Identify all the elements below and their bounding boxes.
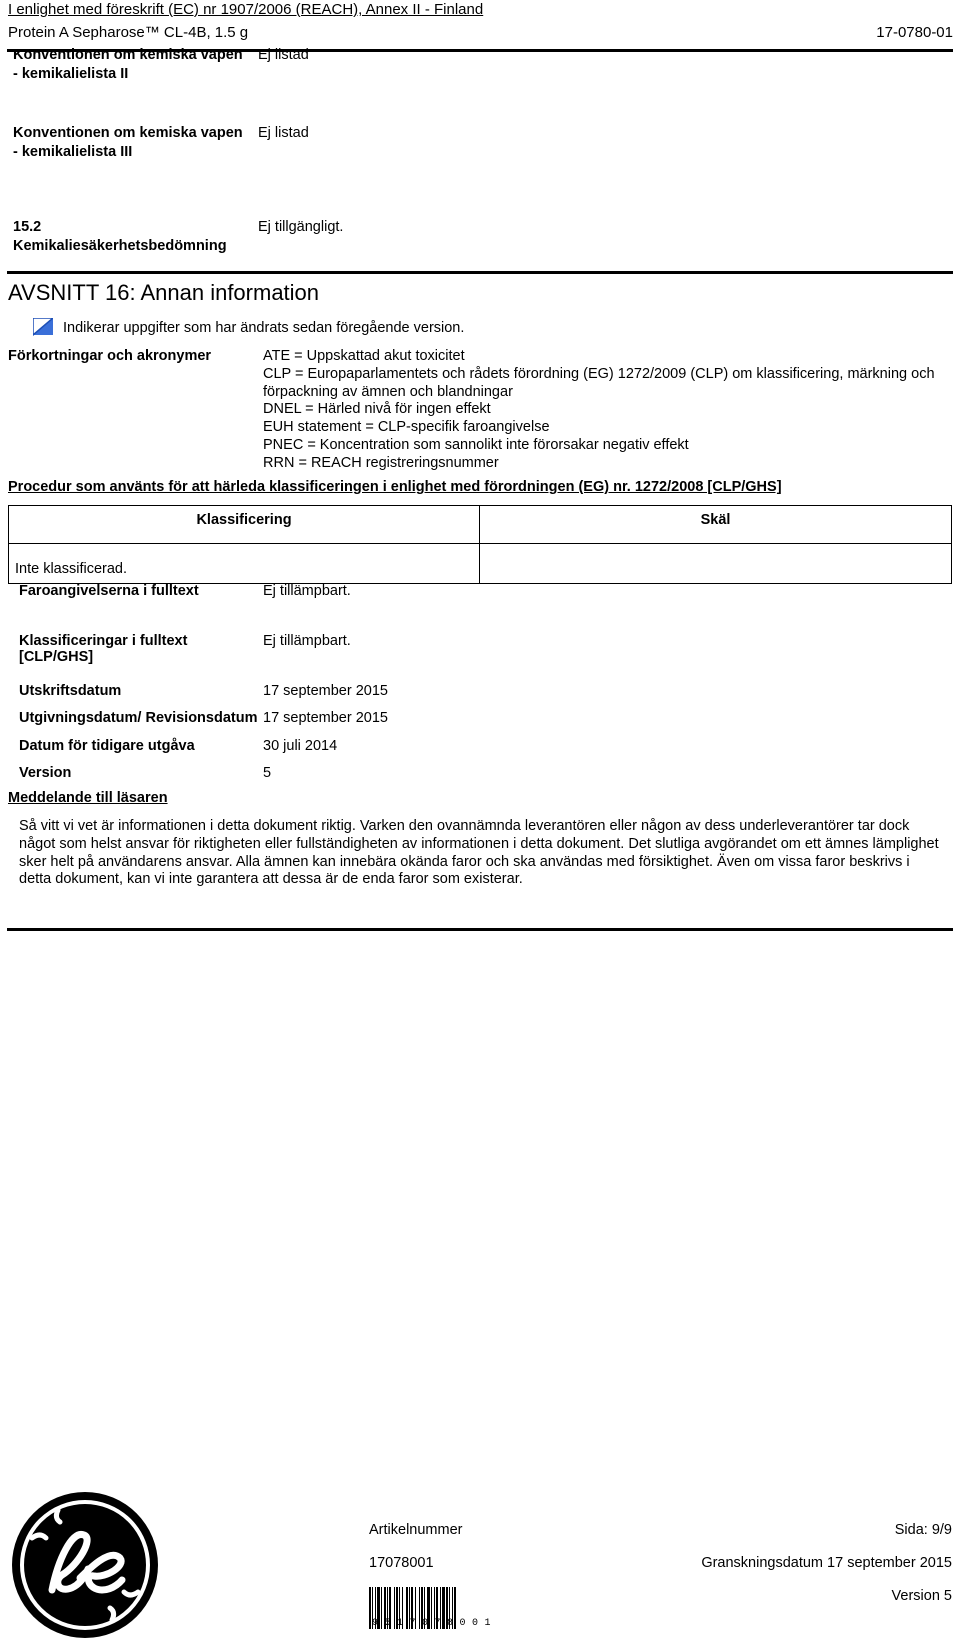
notice-title: Meddelande till läsaren xyxy=(8,790,168,806)
section-rule xyxy=(7,271,953,274)
issue-date-label: Utgivningsdatum/ Revisionsdatum xyxy=(19,710,258,726)
cw-list-2-value: Ej listad xyxy=(258,47,309,63)
previous-date-value: 30 juli 2014 xyxy=(263,738,338,754)
footer-version: Version 5 xyxy=(891,1588,952,1604)
previous-date-label: Datum för tidigare utgåva xyxy=(19,738,195,754)
end-rule xyxy=(7,928,953,931)
csa-label: 15.2 Kemikaliesäkerhetsbedömning xyxy=(13,219,227,254)
abbreviation-item: EUH statement = CLP-specifik faroangivelse xyxy=(263,419,550,436)
hazard-full-label: Faroangivelserna i fulltext xyxy=(19,583,199,599)
reason-header: Skäl xyxy=(480,506,952,544)
cw-list-3-value: Ej listad xyxy=(258,125,309,141)
issue-date-value: 17 september 2015 xyxy=(263,710,388,726)
section-16-title: AVSNITT 16: Annan information xyxy=(8,280,320,305)
changed-marker-icon xyxy=(33,318,53,336)
review-date: Granskningsdatum 17 september 2015 xyxy=(701,1555,952,1571)
print-date-label: Utskriftsdatum xyxy=(19,683,122,699)
csa-value: Ej tillgängligt. xyxy=(258,219,344,235)
version-value: 5 xyxy=(263,765,272,781)
class-full-label: Klassificeringar i fulltext [CLP/GHS] xyxy=(19,633,188,665)
print-date-value: 17 september 2015 xyxy=(263,683,388,699)
classification-header: Klassificering xyxy=(9,506,480,544)
abbreviations-list xyxy=(263,348,943,473)
version-label: Version xyxy=(19,765,72,781)
barcode-digits: 9517078001 xyxy=(372,1618,498,1629)
hazard-full-value: Ej tillämpbart. xyxy=(263,583,351,599)
abbreviation-item: CLP = Europaparlamentets och rådets förordning (EG) 1272/2009 (CLP) om klassificering, märkning och förpackning av ämnen och blandningar xyxy=(263,365,935,400)
product-name: Protein A Sepharose™ CL-4B, 1.5 g xyxy=(8,24,249,41)
cw-list-3-label: Konventionen om kemiska vapen - kemikalielista III xyxy=(13,125,243,160)
page-number: Sida: 9/9 xyxy=(894,1522,952,1538)
changed-note: Indikerar uppgifter som har ändrats sedan föregående version. xyxy=(63,320,465,336)
abbreviations-label: Förkortningar och akronymer xyxy=(8,348,212,364)
classification-table xyxy=(8,505,952,584)
document-code: 17-0780-01 xyxy=(876,24,953,41)
article-number-value: 17078001 xyxy=(369,1555,434,1571)
ge-logo-icon xyxy=(10,1490,160,1640)
class-full-value: Ej tillämpbart. xyxy=(263,633,351,649)
abbreviation-item: DNEL = Härled nivå för ingen effekt xyxy=(263,401,491,418)
classification-cell: Inte klassificerad. xyxy=(9,544,480,584)
procedure-title: Procedur som använts för att härleda klassificeringen i enlighet med förordningen (EG) nr. 1272/2008 [CLP/GHS] xyxy=(8,479,782,495)
notice-text: Så vitt vi vet är informationen i detta dokument riktig. Varken den ovannämnda leverantören eller någon av dess underleverantörer tar dock något som helst ansvar för riktigheten eller fullständigheten av informationen i detta dokument. Det slutliga avgörandet om ett ämnes lämplighet sker helt på användarens ansvar. Alla ämnen kan innebära okända faror och ska användas med försiktighet. Även om vissa faror beskrivs i detta dokument, kan vi inte garantera att dessa är de enda faror som existerar. xyxy=(19,818,939,888)
abbreviation-item: ATE = Uppskattad akut toxicitet xyxy=(263,348,465,364)
abbreviation-item: RRN = REACH registreringsnummer xyxy=(263,454,499,471)
regulation-header: I enlighet med föreskrift (EC) nr 1907/2006 (REACH), Annex II - Finland xyxy=(8,1,484,18)
article-number-label: Artikelnummer xyxy=(369,1522,463,1538)
abbreviation-item: PNEC = Koncentration som sannolikt inte förorsakar negativ effekt xyxy=(263,436,689,453)
cw-list-2-label: Konventionen om kemiska vapen - kemikalielista II xyxy=(13,47,243,82)
reason-cell xyxy=(480,544,952,584)
